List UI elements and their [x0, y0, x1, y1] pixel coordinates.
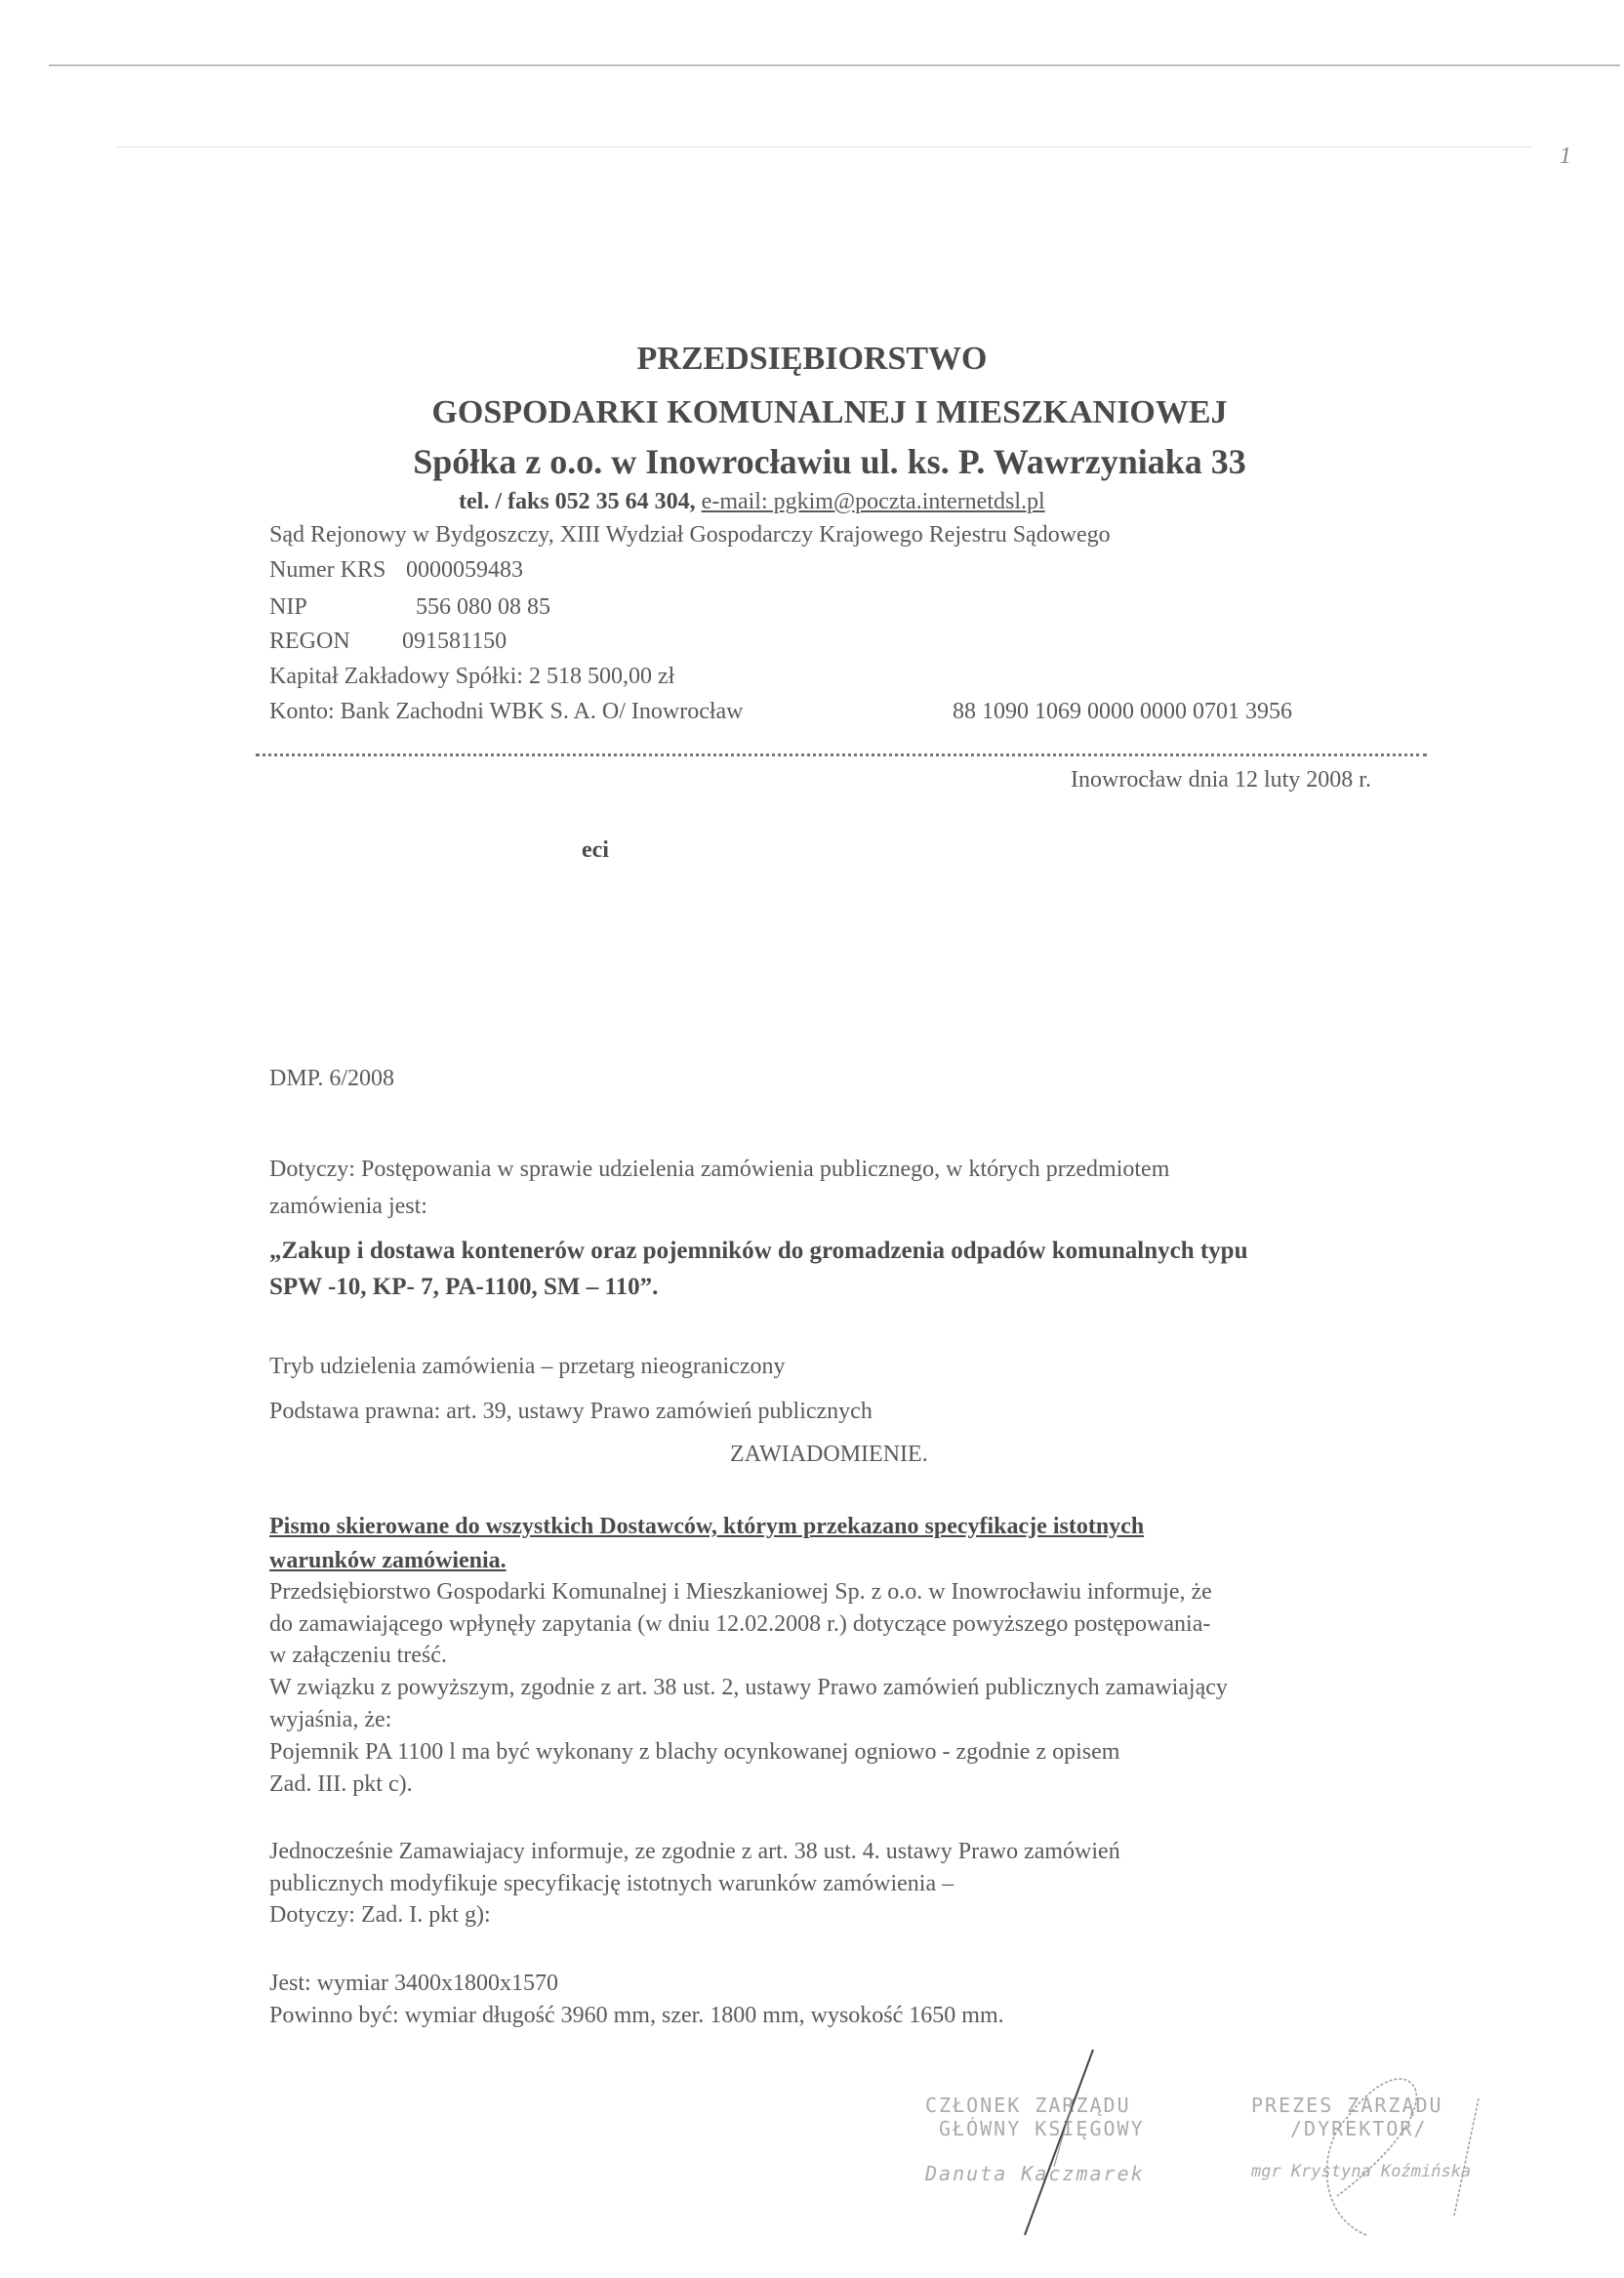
legal-basis: Podstawa prawna: art. 39, ustawy Prawo zamówień publicznych: [269, 1399, 873, 1424]
stamp-board-member: CZŁONEK ZARZĄDU GŁÓWNY KSIĘGOWY Danuta Kaczmarek: [925, 2094, 1145, 2185]
stamp-president: PREZES ZARZĄDU /DYREKTOR/ mgr Krystyna Koźmińska: [1251, 2094, 1472, 2181]
signature-left: [976, 2040, 1132, 2255]
nip-value: 556 080 08 85: [416, 594, 550, 620]
notice-addressees-1: Pismo skierowane do wszystkich Dostawców, którym przekazano specyfikacje istotnych: [269, 1514, 1145, 1539]
top-scan-line-2: [117, 146, 1532, 147]
procurement-mode: Tryb udzielenia zamówienia – przetarg nieograniczony: [269, 1354, 786, 1379]
body-line: Przedsiębiorstwo Gospodarki Komunalnej i Mieszkaniowej Sp. z o.o. w Inowrocławiu informuje, że: [269, 1579, 1212, 1605]
subject-line-2: zamówienia jest:: [269, 1194, 427, 1219]
regon-value: 091581150: [402, 629, 508, 654]
nip-label: NIP: [269, 594, 307, 620]
company-title-1: PRZEDSIĘBIORSTWO: [636, 341, 988, 377]
date: Inowrocław dnia 12 luty 2008 r.: [1071, 767, 1371, 793]
body-line: wyjaśnia, że:: [269, 1707, 392, 1732]
body-line: W związku z powyższym, zgodnie z art. 38 ust. 2, ustawy Prawo zamówień publicznych zamawiający: [269, 1675, 1228, 1700]
body-line: Powinno być: wymiar długość 3960 mm, szer. 1800 mm, wysokość 1650 mm.: [269, 2003, 1004, 2028]
body-line: Jest: wymiar 3400x1800x1570: [269, 1971, 558, 1996]
court-info: Sąd Rejonowy w Bydgoszczy, XIII Wydział Gospodarczy Krajowego Rejestru Sądowego: [269, 522, 1111, 548]
subject-title-2: SPW -10, KP- 7, PA-1100, SM – 110”.: [269, 1274, 659, 1300]
account-label: Konto: Bank Zachodni WBK S. A. O/ Inowrocław: [269, 699, 744, 724]
notice-heading: ZAWIADOMIENIE.: [730, 1442, 928, 1467]
signature-right: [1259, 2059, 1513, 2255]
body-line: Zad. III. pkt c).: [269, 1771, 413, 1797]
body-line: Pojemnik PA 1100 l ma być wykonany z blachy ocynkowanej ogniowo - zgodnie z opisem: [269, 1739, 1120, 1765]
phone: tel. / faks 052 35 64 304,: [459, 489, 696, 514]
subject-line-1: Dotyczy: Postępowania w sprawie udzielenia zamówienia publicznego, w których przedmiotem: [269, 1157, 1170, 1182]
krs-label: Numer KRS: [269, 557, 386, 583]
body-line: publicznych modyfikuje specyfikację istotnych warunków zamówienia –: [269, 1871, 954, 1896]
body-line: Jednocześnie Zamawiajacy informuje, ze zgodnie z art. 38 ust. 4. ustawy Prawo zamówień: [269, 1839, 1120, 1864]
subject-title-1: „Zakup i dostawa kontenerów oraz pojemników do gromadzenia odpadów komunalnych typu: [269, 1238, 1248, 1264]
header-divider: [256, 753, 1427, 756]
email-link[interactable]: e-mail: pgkim@poczta.internetdsl.pl: [701, 489, 1045, 514]
account-number: 88 1090 1069 0000 0000 0701 3956: [953, 699, 1292, 724]
notice-addressees-2: warunków zamówienia.: [269, 1548, 507, 1573]
page-number: 1: [1560, 143, 1571, 169]
company-title-3: Spółka z o.o. w Inowrocławiu ul. ks. P. Wawrzyniaka 33: [413, 442, 1246, 481]
top-scan-line: [49, 64, 1620, 66]
capital: Kapitał Zakładowy Spółki: 2 518 500,00 zł: [269, 664, 675, 689]
company-title-2: GOSPODARKI KOMUNALNEJ I MIESZKANIOWEJ: [431, 394, 1228, 430]
reference-number: DMP. 6/2008: [269, 1066, 395, 1091]
contact-line: [459, 488, 1045, 515]
body-line: do zamawiającego wpłynęły zapytania (w dniu 12.02.2008 r.) dotyczące powyższego postępowania-: [269, 1611, 1211, 1637]
text-fragment: eci: [582, 837, 609, 863]
krs-value: 0000059483: [406, 557, 523, 583]
body-line: Dotyczy: Zad. I. pkt g):: [269, 1902, 491, 1928]
regon-label: REGON: [269, 629, 350, 654]
body-line: w załączeniu treść.: [269, 1643, 447, 1668]
